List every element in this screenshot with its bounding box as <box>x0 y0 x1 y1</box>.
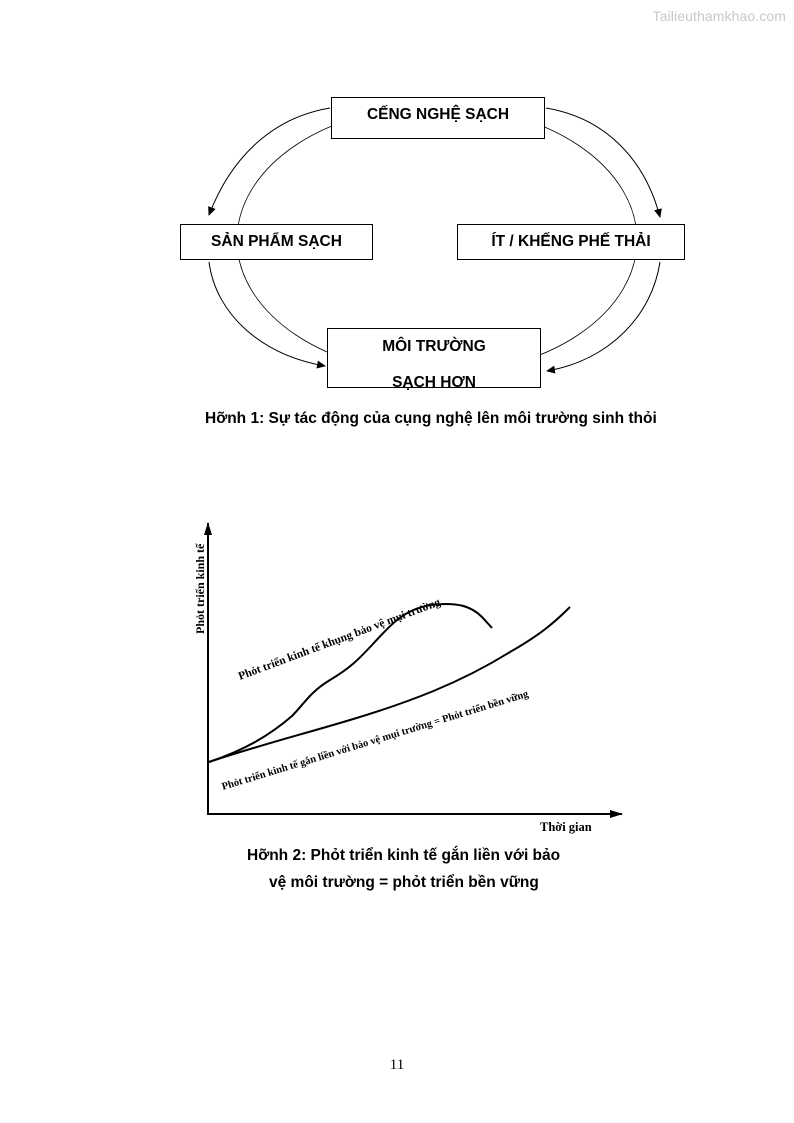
curve-lower-label: Phỏt triển kinh tế gắn liền với bảo vệ mụi trường = Phỏt triển bền vững <box>220 688 530 793</box>
watermark: Tailieuthamkhao.com <box>652 8 786 24</box>
page-number: 11 <box>389 1057 405 1073</box>
x-axis-label: Thời gian <box>540 820 592 834</box>
figure2-caption-line1: Hỡnh 2: Phỏt triển kinh tế gắn liền với bảo <box>247 847 561 864</box>
figure2-caption <box>247 842 607 891</box>
box-clean-technology-label: CẾNG NGHỆ SẠCH <box>366 106 510 123</box>
figure1-caption: Hỡnh 1: Sự tác động của cụng nghệ lên môi trường sinh thỏi <box>205 410 657 427</box>
curve-upper-label: Phỏt triển kinh tế khụng bảo vệ mụi trường <box>236 596 443 683</box>
box-cleaner-environment-line1: MÔI TRƯỜNG <box>382 338 486 355</box>
box-clean-product-label: SẢN PHẨM SẠCH <box>211 233 342 250</box>
box-little-no-waste-label: ÍT / KHẾNG PHẾ THẢI <box>491 233 651 250</box>
figure2-caption-line2: vệ môi trường = phỏt triển bền vững <box>269 874 539 891</box>
box-cleaner-environment-line2: SẠCH HƠN <box>392 374 476 391</box>
y-axis-label: Phỏt triển kinh tế <box>193 543 207 634</box>
